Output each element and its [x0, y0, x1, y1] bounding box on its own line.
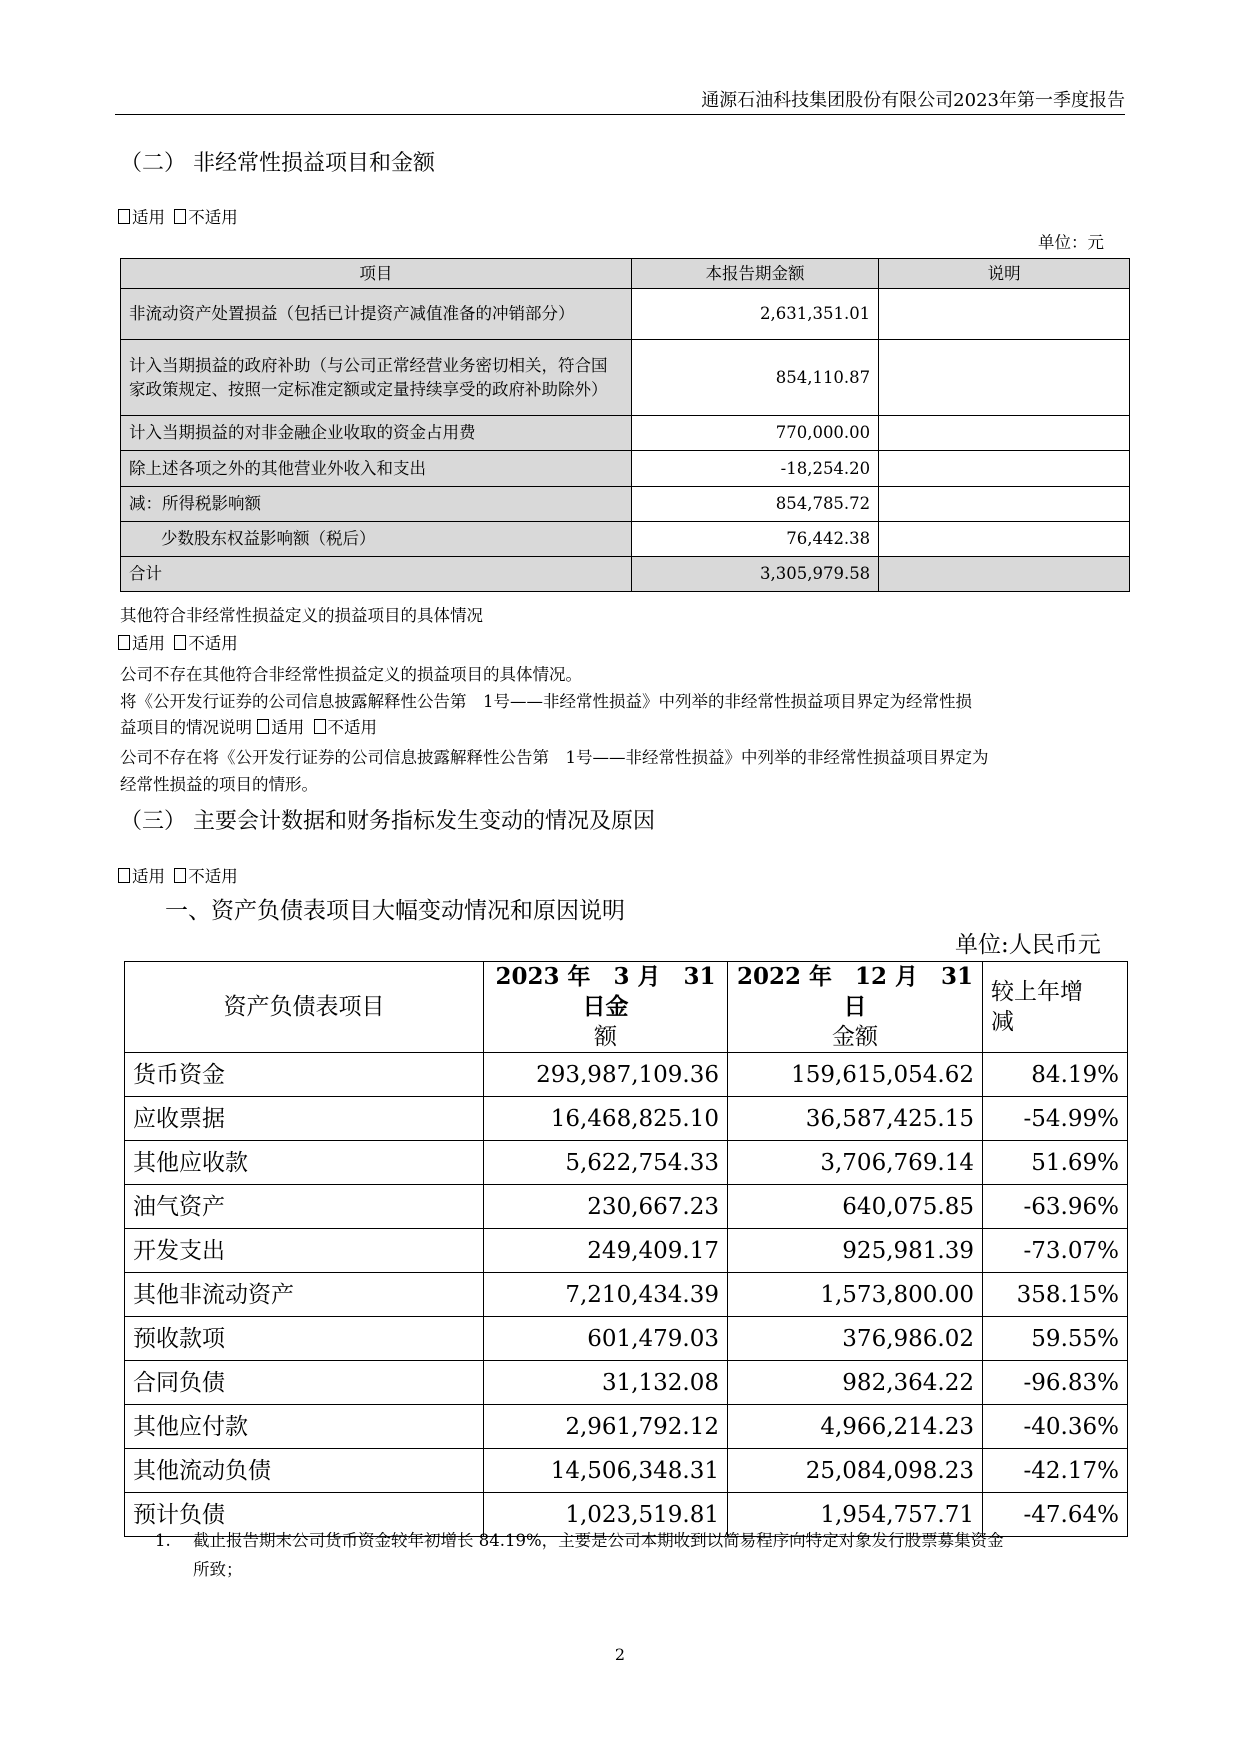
checkbox-checked-icon	[118, 209, 130, 224]
checkbox-checked-icon	[174, 635, 186, 650]
column-header-note: 说明	[879, 259, 1130, 289]
header-2023-line-1: 2023 年 3 月 31 日金	[495, 963, 716, 1020]
value-2023: 293,987,109.36	[484, 1053, 728, 1097]
value-2023: 1,023,519.81	[484, 1493, 728, 1537]
table-row	[125, 1317, 1128, 1361]
applicable-label: 适用	[132, 208, 165, 227]
table-row	[125, 1361, 1128, 1405]
item-name: 油气资产	[125, 1185, 484, 1229]
definition-line-2	[120, 716, 377, 740]
note-cell	[879, 557, 1130, 592]
note-cell	[879, 416, 1130, 451]
table-row	[125, 1449, 1128, 1493]
change-percent: -73.07%	[983, 1229, 1128, 1273]
item-cell: 除上述各项之外的其他营业外收入和支出	[121, 451, 632, 487]
change-percent: 51.69%	[983, 1141, 1128, 1185]
item-cell: 合计	[121, 557, 632, 592]
non-recurring-items-table	[120, 258, 1130, 592]
change-percent: -47.64%	[983, 1493, 1128, 1537]
item-name: 其他流动负债	[125, 1449, 484, 1493]
section3-title: （三） 主要会计数据和财务指标发生变动的情况及原因	[120, 809, 655, 834]
note-1-number: 1.	[155, 1531, 171, 1550]
balance-sheet-unit: 单位:人民币元	[955, 932, 1101, 958]
applicable-label: 适用	[132, 867, 165, 886]
value-2023: 14,506,348.31	[484, 1449, 728, 1493]
page-number: 2	[614, 1645, 626, 1664]
not-applicable-label: 不适用	[188, 867, 238, 886]
other-items-applicability	[118, 633, 238, 655]
table-total-row	[121, 557, 1130, 592]
value-2023: 31,132.08	[484, 1361, 728, 1405]
checkbox-empty-icon	[257, 719, 269, 734]
change-percent: -54.99%	[983, 1097, 1128, 1141]
value-2023: 601,479.03	[484, 1317, 728, 1361]
table-row	[125, 1405, 1128, 1449]
header-2022-line-2: 金额	[832, 1024, 878, 1050]
amount-cell: 770,000.00	[631, 416, 878, 451]
table-row	[121, 340, 1130, 416]
column-header-2023	[484, 962, 728, 1053]
header-2022-line-1: 2022 年 12 月 31 日	[736, 963, 974, 1020]
value-2022: 36,587,425.15	[728, 1097, 983, 1141]
table-row	[121, 451, 1130, 487]
item-name: 开发支出	[125, 1229, 484, 1273]
table-header-row	[121, 259, 1130, 289]
value-2022: 982,364.22	[728, 1361, 983, 1405]
item-name: 其他非流动资产	[125, 1273, 484, 1317]
checkbox-checked-icon	[314, 719, 326, 734]
balance-sheet-changes-table	[124, 961, 1128, 1537]
change-percent: -96.83%	[983, 1361, 1128, 1405]
note-cell	[879, 289, 1130, 340]
change-percent: -40.36%	[983, 1405, 1128, 1449]
item-cell: 少数股东权益影响额（税后）	[121, 522, 632, 557]
item-cell: 计入当期损益的对非金融企业收取的资金占用费	[121, 416, 632, 451]
section2-title: （二） 非经常性损益项目和金额	[120, 151, 435, 176]
not-applicable-label: 不适用	[327, 718, 377, 737]
value-2022: 25,084,098.23	[728, 1449, 983, 1493]
table-row	[121, 487, 1130, 522]
note-cell	[879, 340, 1130, 416]
amount-cell: 3,305,979.58	[631, 557, 878, 592]
not-applicable-label: 不适用	[188, 208, 238, 227]
balance-sheet-subtitle: 一、资产负债表项目大幅变动情况和原因说明	[165, 898, 625, 924]
value-2023: 249,409.17	[484, 1229, 728, 1273]
definition-line-1: 将《公开发行证券的公司信息披露解释性公告第 1号——非经常性损益》中列举的非经常性损益项目界定为经常性损	[120, 692, 972, 711]
value-2023: 230,667.23	[484, 1185, 728, 1229]
other-items-title: 其他符合非经常性损益定义的损益项目的具体情况	[120, 606, 483, 625]
change-percent: -42.17%	[983, 1449, 1128, 1493]
note-1-line-1: 截止报告期末公司货币资金较年初增长 84.19%，主要是公司本期收到以简易程序向特定对象发行股票募集资金	[193, 1531, 1004, 1550]
amount-cell: 854,110.87	[631, 340, 878, 416]
table-row	[125, 1141, 1128, 1185]
column-header-2022	[728, 962, 983, 1053]
value-2022: 3,706,769.14	[728, 1141, 983, 1185]
section2-applicability	[118, 207, 238, 229]
value-2022: 1,573,800.00	[728, 1273, 983, 1317]
table-row	[125, 1185, 1128, 1229]
change-percent: 358.15%	[983, 1273, 1128, 1317]
header-2023-line-2: 额	[594, 1024, 617, 1050]
note-1-line-2: 所致；	[193, 1560, 243, 1579]
note-cell	[879, 522, 1130, 557]
value-2023: 16,468,825.10	[484, 1097, 728, 1141]
checkbox-empty-icon	[174, 868, 186, 883]
value-2022: 376,986.02	[728, 1317, 983, 1361]
change-percent: -63.96%	[983, 1185, 1128, 1229]
other-items-text: 公司不存在其他符合非经常性损益定义的损益项目的具体情况。	[120, 665, 582, 684]
item-name: 其他应收款	[125, 1141, 484, 1185]
table-row	[121, 416, 1130, 451]
value-2022: 1,954,757.71	[728, 1493, 983, 1537]
section2-unit: 单位：元	[1038, 233, 1104, 252]
definition-label: 益项目的情况说明	[120, 718, 252, 737]
page-header: 通源石油科技集团股份有限公司2023年第一季度报告	[701, 90, 1125, 111]
item-cell: 计入当期损益的政府补助（与公司正常经营业务密切相关，符合国家政策规定、按照一定标准定额或定量持续享受的政府补助除外）	[121, 340, 632, 416]
change-percent: 84.19%	[983, 1053, 1128, 1097]
item-cell: 非流动资产处置损益（包括已计提资产减值准备的冲销部分）	[121, 289, 632, 340]
item-cell: 减：所得税影响额	[121, 487, 632, 522]
item-name: 合同负债	[125, 1361, 484, 1405]
definition-text-line-2: 经常性损益的项目的情形。	[120, 775, 318, 794]
applicable-label: 适用	[271, 718, 305, 737]
table-header-row	[125, 962, 1128, 1053]
applicable-label: 适用	[132, 634, 165, 653]
table-row	[125, 1273, 1128, 1317]
value-2022: 159,615,054.62	[728, 1053, 983, 1097]
column-header-item: 资产负债表项目	[125, 962, 484, 1053]
value-2022: 640,075.85	[728, 1185, 983, 1229]
value-2023: 5,622,754.33	[484, 1141, 728, 1185]
checkbox-empty-icon	[174, 209, 186, 224]
value-2022: 925,981.39	[728, 1229, 983, 1273]
item-name: 货币资金	[125, 1053, 484, 1097]
column-header-item: 项目	[121, 259, 632, 289]
column-header-amount: 本报告期金额	[631, 259, 878, 289]
item-name: 预收款项	[125, 1317, 484, 1361]
header-rule	[115, 114, 1125, 115]
change-percent: 59.55%	[983, 1317, 1128, 1361]
item-name: 预计负债	[125, 1493, 484, 1537]
note-cell	[879, 451, 1130, 487]
item-name: 应收票据	[125, 1097, 484, 1141]
column-header-change	[983, 962, 1128, 1053]
checkbox-empty-icon	[118, 635, 130, 650]
value-2023: 7,210,434.39	[484, 1273, 728, 1317]
header-change-line-2: 减	[991, 1009, 1014, 1035]
table-row	[121, 289, 1130, 340]
value-2023: 2,961,792.12	[484, 1405, 728, 1449]
checkbox-checked-icon	[118, 868, 130, 883]
table-row	[121, 522, 1130, 557]
header-change-line-1: 较上年增	[991, 979, 1083, 1005]
value-2022: 4,966,214.23	[728, 1405, 983, 1449]
item-name: 其他应付款	[125, 1405, 484, 1449]
section3-applicability	[118, 866, 238, 888]
not-applicable-label: 不适用	[188, 634, 238, 653]
amount-cell: -18,254.20	[631, 451, 878, 487]
table-row	[125, 1097, 1128, 1141]
amount-cell: 854,785.72	[631, 487, 878, 522]
amount-cell: 76,442.38	[631, 522, 878, 557]
definition-text-line-1: 公司不存在将《公开发行证券的公司信息披露解释性公告第 1号——非经常性损益》中列举的非经常性损益项目界定为	[120, 748, 989, 767]
amount-cell: 2,631,351.01	[631, 289, 878, 340]
note-cell	[879, 487, 1130, 522]
table-row	[125, 1053, 1128, 1097]
table-row	[125, 1229, 1128, 1273]
